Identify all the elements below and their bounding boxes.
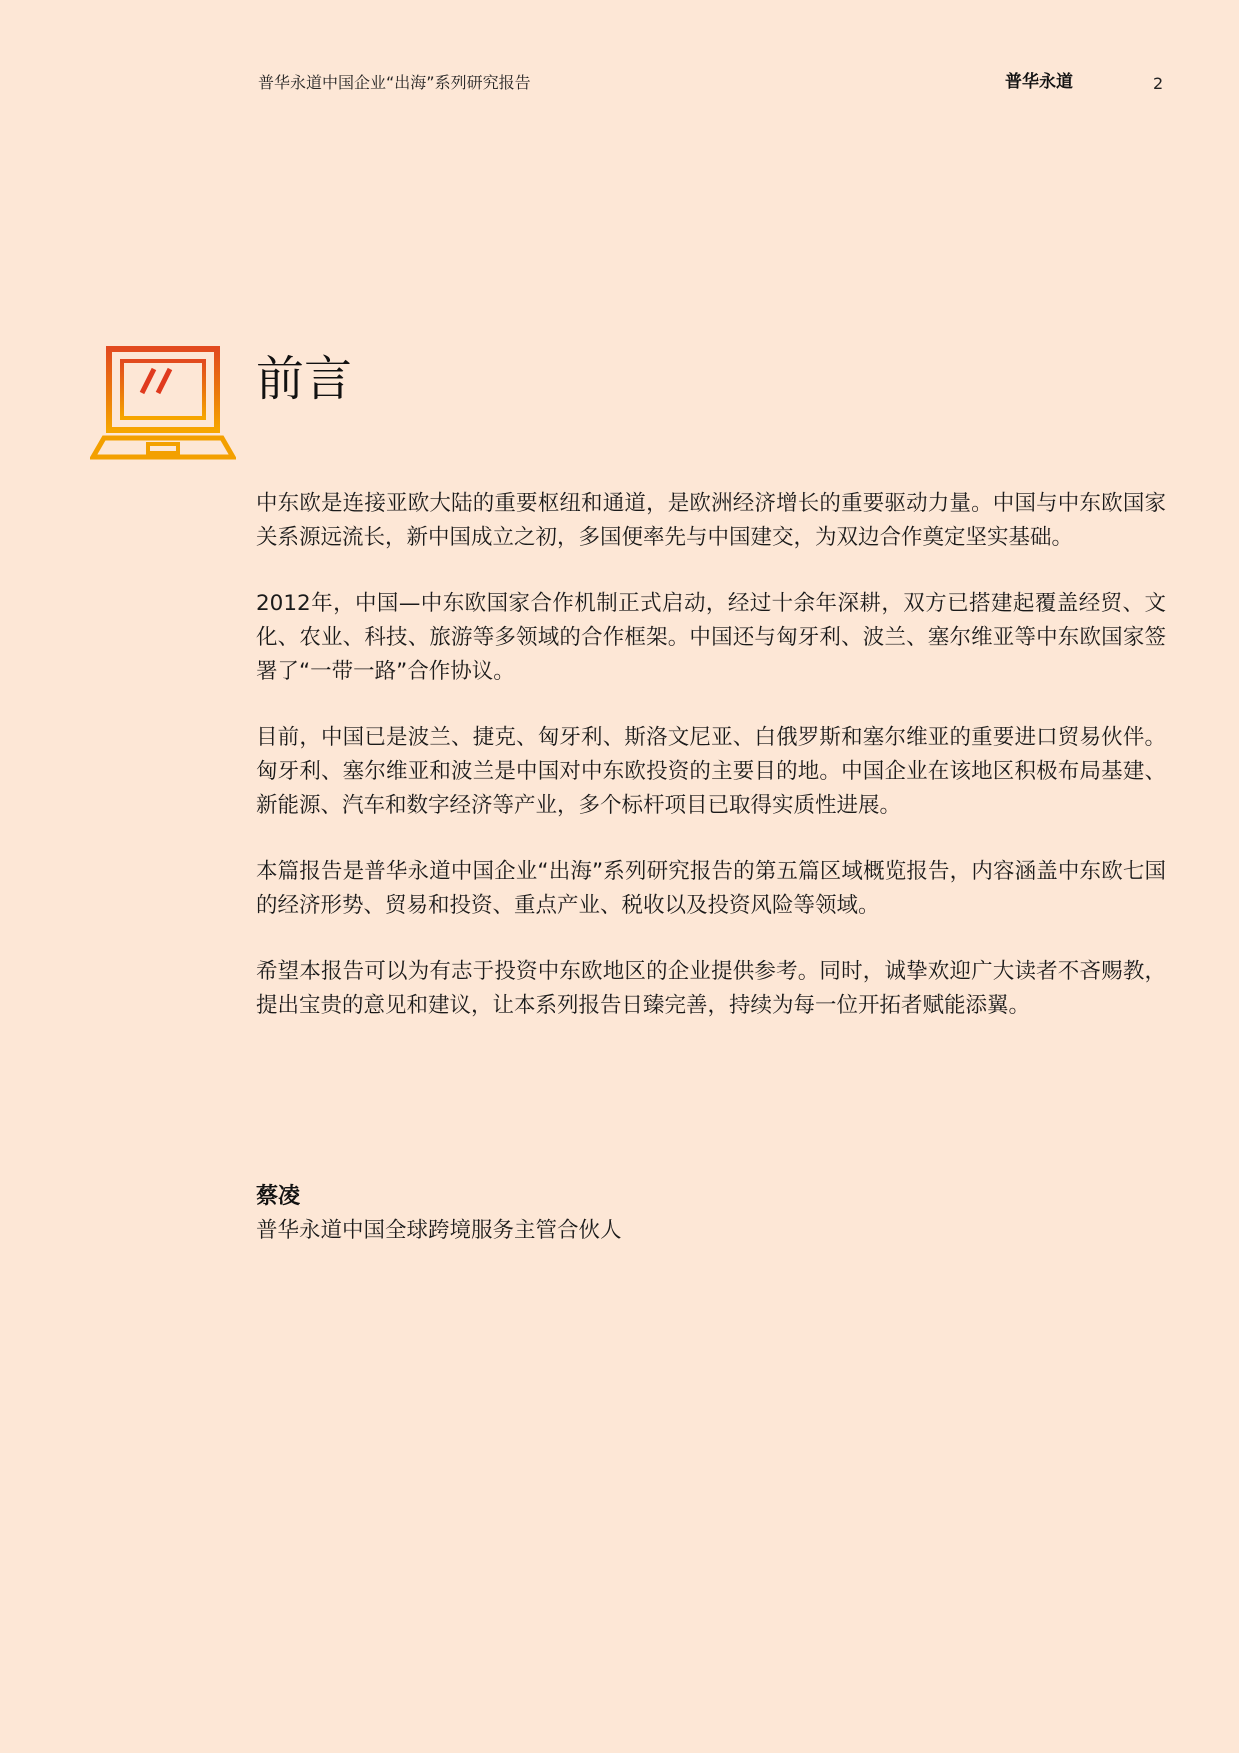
report-series-title: 普华永道中国企业“出海”系列研究报告 — [258, 73, 531, 92]
preface-body — [256, 487, 1166, 1055]
author-title: 普华永道中国全球跨境服务主管合伙人 — [256, 1218, 622, 1243]
laptop-icon — [90, 345, 236, 461]
paragraph: 目前，中国已是波兰、捷克、匈牙利、斯洛文尼亚、白俄罗斯和塞尔维亚的重要进口贸易伙伴。匈牙利、塞尔维亚和波兰是中国对中东欧投资的主要目的地。中国企业在该地区积极布局基建、新能源、汽车和数字经济等产业，多个标杆项目已取得实质性进展。 — [256, 725, 1166, 818]
paragraph: 中东欧是连接亚欧大陆的重要枢纽和通道，是欧洲经济增长的重要驱动力量。中国与中东欧国家关系源远流长，新中国成立之初，多国便率先与中国建交，为双边合作奠定坚实基础。 — [256, 491, 1166, 550]
paragraph: 本篇报告是普华永道中国企业“出海”系列研究报告的第五篇区域概览报告，内容涵盖中东欧七国的经济形势、贸易和投资、重点产业、税收以及投资风险等领域。 — [256, 859, 1166, 918]
brand-name: 普华永道 — [1005, 72, 1073, 92]
paragraph: 2012年，中国—中东欧国家合作机制正式启动，经过十余年深耕，双方已搭建起覆盖经贸、文化、农业、科技、旅游等多领域的合作框架。中国还与匈牙利、波兰、塞尔维亚等中东欧国家签署了“一带一路”合作协议。 — [256, 591, 1166, 684]
section-title: 前言 — [256, 351, 353, 407]
page-number: 2 — [1153, 74, 1164, 93]
paragraph: 希望本报告可以为有志于投资中东欧地区的企业提供参考。同时，诚挚欢迎广大读者不吝赐教，提出宝贵的意见和建议，让本系列报告日臻完善，持续为每一位开拓者赋能添翼。 — [256, 959, 1166, 1018]
signature-block — [256, 1180, 622, 1248]
author-name: 蔡凌 — [256, 1184, 301, 1209]
